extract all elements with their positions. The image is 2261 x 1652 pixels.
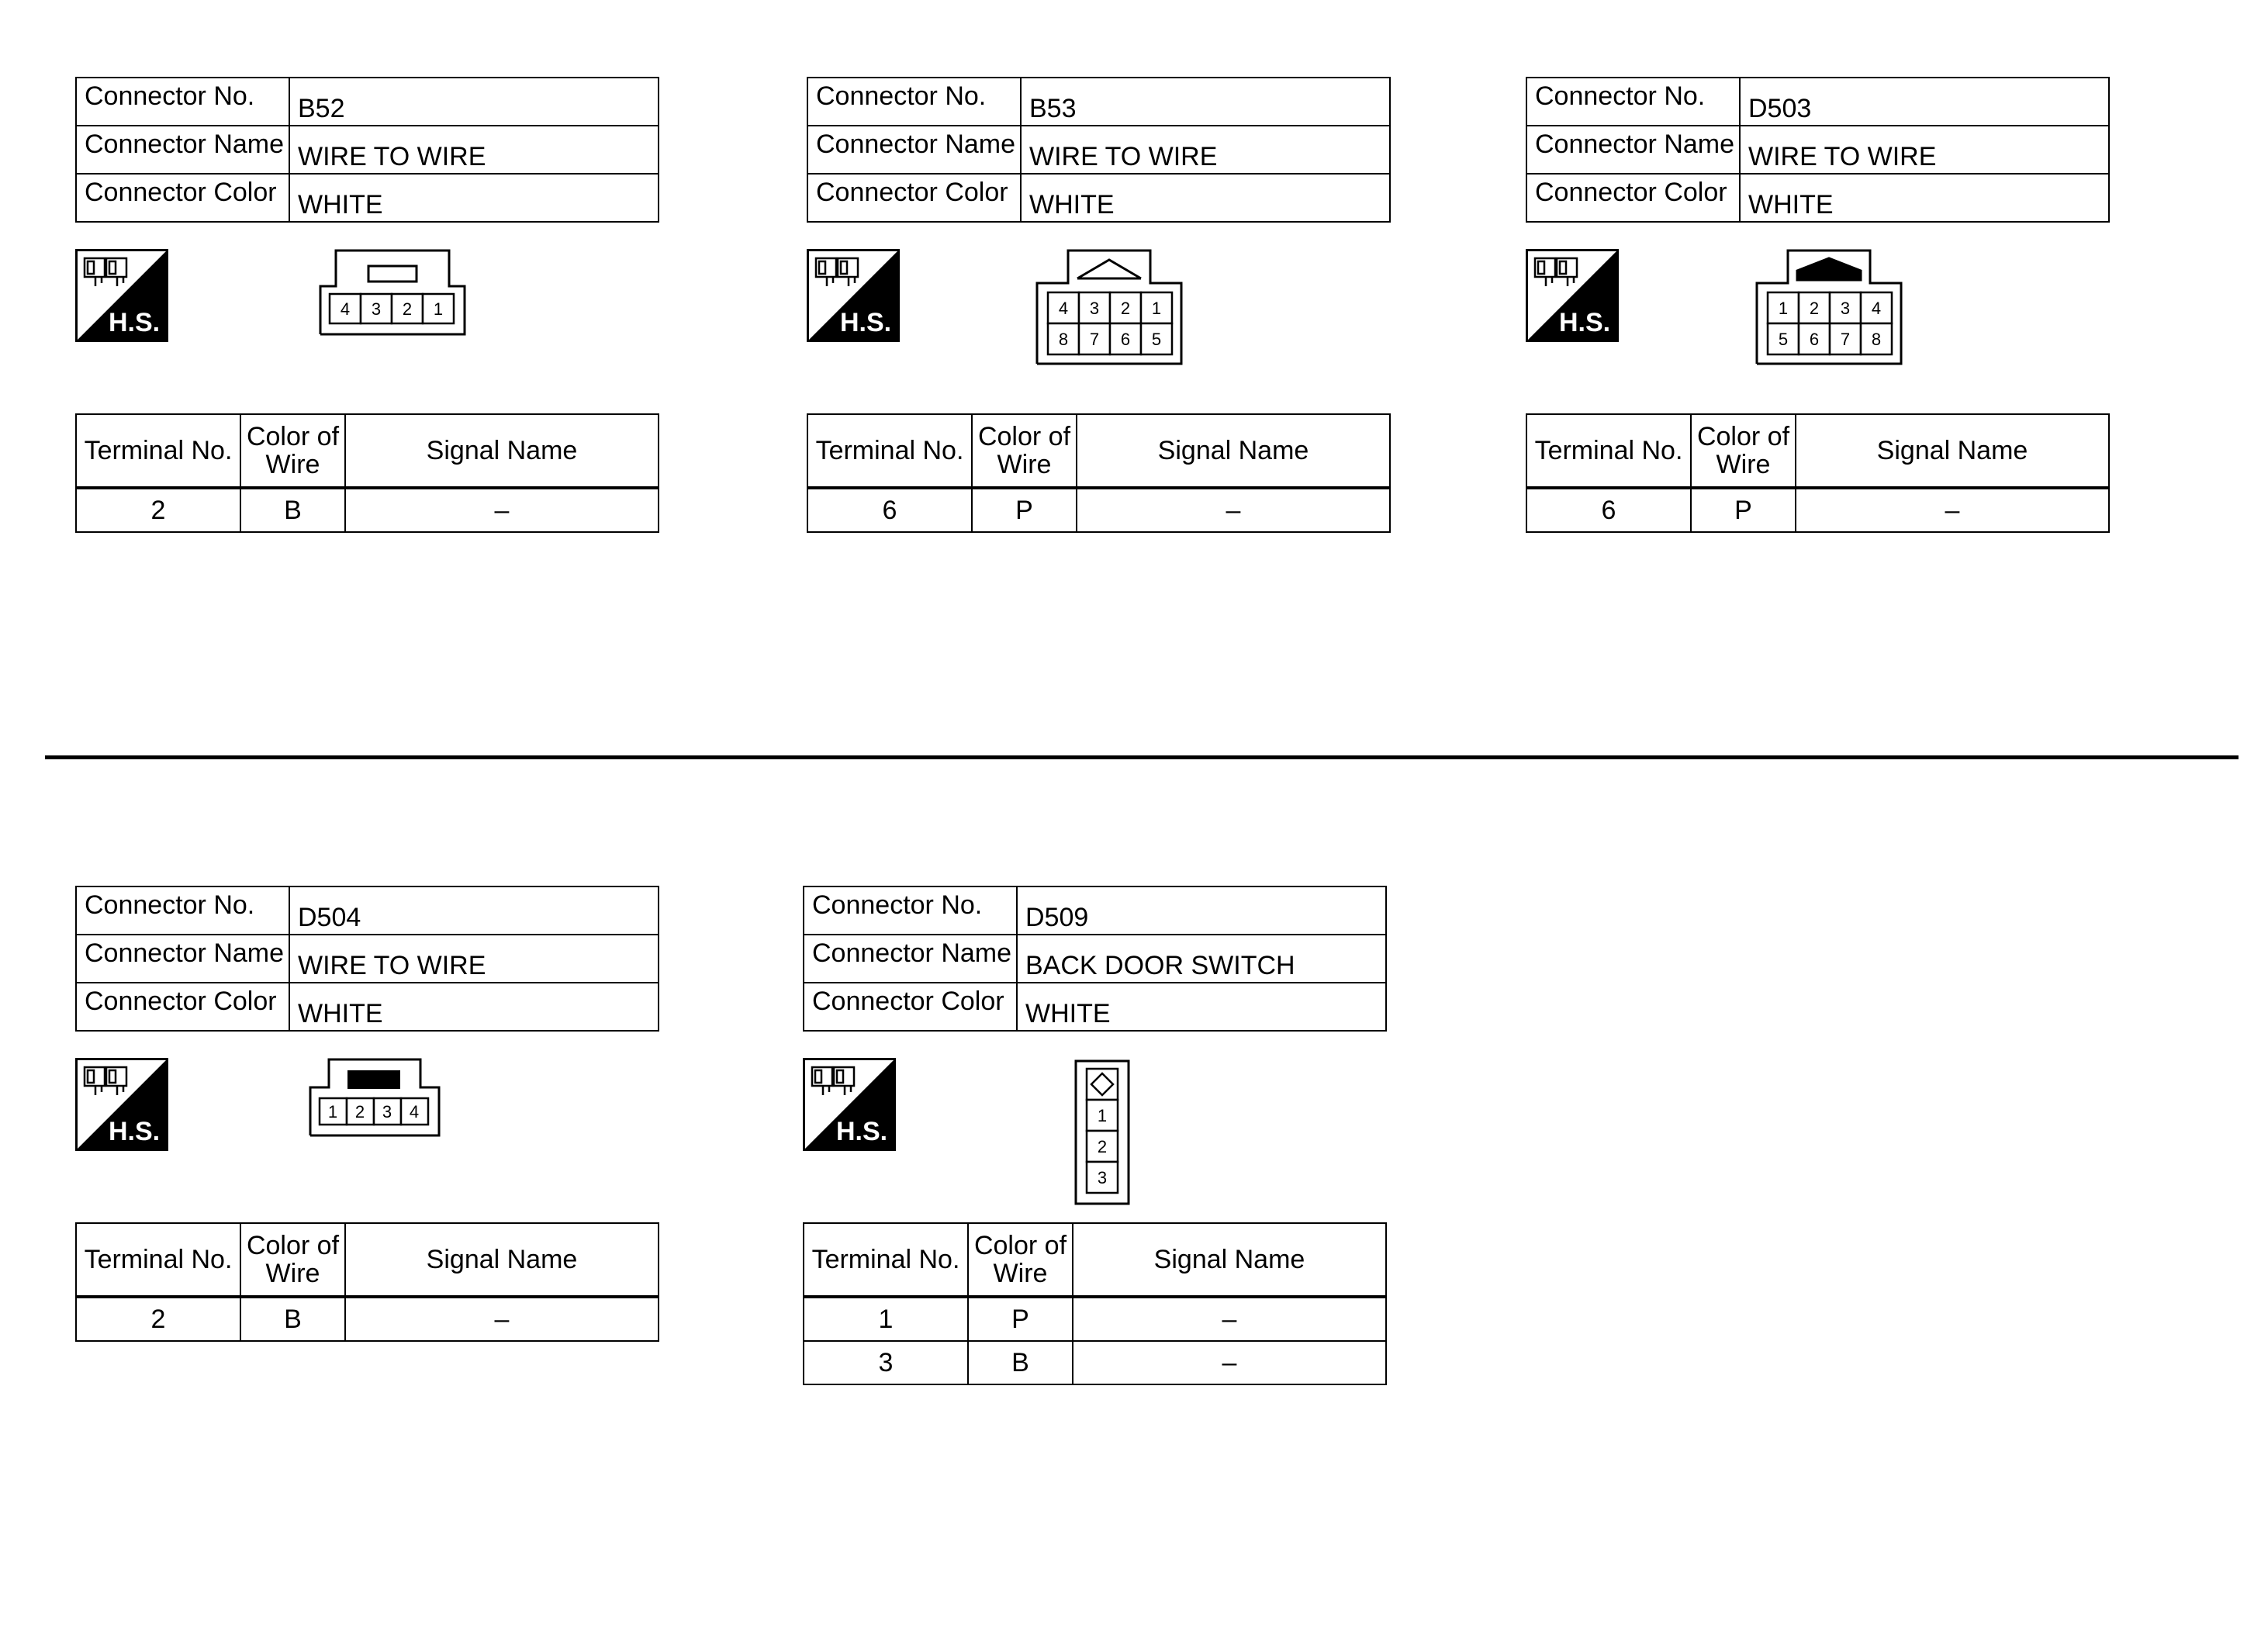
connector-no-value: B53	[1021, 78, 1390, 126]
pin-label: 1	[1151, 299, 1162, 318]
pin-label: 5	[1151, 330, 1162, 349]
connector-key-marker	[347, 1070, 400, 1089]
hs-badge-label: H.S.	[108, 308, 161, 337]
terminal-no-cell: 6	[807, 488, 972, 532]
connector-name-value: WIRE TO WIRE	[1021, 126, 1390, 174]
harness-side-badge	[75, 249, 168, 342]
table-row	[76, 488, 659, 532]
connector-no-value: D503	[1740, 78, 2109, 126]
connector-name-label: Connector Name	[807, 126, 1021, 174]
table-row	[1526, 488, 2109, 532]
hs-badge-label: H.S.	[835, 1117, 888, 1146]
harness-side-badge	[75, 1058, 168, 1151]
signal-name-cell: –	[1073, 1341, 1386, 1384]
connector-face-diagram	[1755, 249, 1903, 365]
color-of-wire-header: Color of Wire	[1691, 414, 1796, 488]
pin-label: 4	[409, 1102, 420, 1121]
connector-name-value: BACK DOOR SWITCH	[1017, 935, 1386, 983]
pin-label: 1	[327, 1102, 338, 1121]
pin-label: 3	[382, 1102, 392, 1121]
pin-label: 4	[340, 299, 351, 319]
terminal-no-cell: 2	[76, 1297, 240, 1341]
connector-info-table	[75, 886, 659, 1032]
color-of-wire-header: Color of Wire	[972, 414, 1077, 488]
signal-name-cell: –	[345, 1297, 659, 1341]
table-row	[76, 1297, 659, 1341]
terminal-no-cell: 6	[1526, 488, 1691, 532]
terminal-no-header: Terminal No.	[76, 1223, 240, 1297]
terminal-no-header: Terminal No.	[804, 1223, 968, 1297]
hs-badge-label: H.S.	[1558, 308, 1611, 337]
terminal-no-header: Terminal No.	[76, 414, 240, 488]
connector-no-value: D504	[289, 886, 659, 935]
harness-side-badge	[807, 249, 900, 342]
table-row	[807, 488, 1390, 532]
connector-info-table	[75, 77, 659, 223]
connector-color-label: Connector Color	[804, 983, 1017, 1031]
pin-label: 2	[1809, 299, 1820, 318]
connector-block-b52	[75, 77, 659, 534]
terminal-no-cell: 3	[804, 1341, 968, 1384]
connector-color-value: WHITE	[1017, 983, 1386, 1031]
harness-side-badge	[803, 1058, 896, 1151]
connector-name-label: Connector Name	[76, 935, 289, 983]
connector-no-label: Connector No.	[1526, 78, 1740, 126]
pin-label: 7	[1089, 330, 1100, 349]
connector-face-diagram	[1074, 1059, 1132, 1207]
connector-color-label: Connector Color	[76, 983, 289, 1031]
hs-badge-label: H.S.	[108, 1117, 161, 1146]
pin-label: 5	[1778, 330, 1789, 349]
signal-name-cell: –	[1796, 488, 2109, 532]
wire-color-cell: B	[968, 1341, 1073, 1384]
signal-name-header: Signal Name	[345, 414, 659, 488]
connector-face-diagram	[309, 1058, 441, 1137]
terminal-table	[75, 413, 659, 533]
wire-color-cell: P	[968, 1297, 1073, 1341]
pin-label: 8	[1058, 330, 1069, 349]
connector-color-value: WHITE	[1740, 174, 2109, 222]
connector-color-value: WHITE	[289, 983, 659, 1031]
connector-info-table	[803, 886, 1387, 1032]
pin-label: 2	[1120, 299, 1131, 318]
terminal-no-cell: 2	[76, 488, 240, 532]
terminal-table	[803, 1222, 1387, 1385]
harness-side-badge	[1526, 249, 1619, 342]
color-of-wire-header: Color of Wire	[968, 1223, 1073, 1297]
pin-label: 4	[1058, 299, 1069, 318]
terminal-table	[75, 1222, 659, 1342]
connector-block-b53	[807, 77, 1391, 534]
wire-color-cell: B	[240, 488, 345, 532]
connector-no-label: Connector No.	[804, 886, 1017, 935]
connector-name-value: WIRE TO WIRE	[289, 126, 659, 174]
terminal-no-header: Terminal No.	[1526, 414, 1691, 488]
pin-label: 3	[1840, 299, 1851, 318]
pin-label: 3	[371, 299, 382, 319]
connector-no-label: Connector No.	[807, 78, 1021, 126]
connector-no-value: D509	[1017, 886, 1386, 935]
connector-name-value: WIRE TO WIRE	[289, 935, 659, 983]
pin-label: 7	[1840, 330, 1851, 349]
terminal-table	[807, 413, 1391, 533]
terminal-no-cell: 1	[804, 1297, 968, 1341]
connector-info-table	[1526, 77, 2110, 223]
connector-name-label: Connector Name	[804, 935, 1017, 983]
signal-name-cell: –	[1077, 488, 1390, 532]
table-row	[804, 1297, 1386, 1341]
terminal-no-header: Terminal No.	[807, 414, 972, 488]
signal-name-header: Signal Name	[1073, 1223, 1386, 1297]
pin-label: 4	[1871, 299, 1882, 318]
pin-label: 6	[1120, 330, 1131, 349]
color-of-wire-header: Color of Wire	[240, 414, 345, 488]
signal-name-cell: –	[345, 488, 659, 532]
connector-no-label: Connector No.	[76, 78, 289, 126]
connector-color-label: Connector Color	[76, 174, 289, 222]
color-of-wire-header: Color of Wire	[240, 1223, 345, 1297]
pin-label: 1	[433, 299, 444, 319]
connector-color-value: WHITE	[289, 174, 659, 222]
hs-badge-label: H.S.	[839, 308, 892, 337]
pin-label: 2	[402, 299, 413, 319]
connector-block-d504	[75, 886, 659, 1343]
connector-name-label: Connector Name	[1526, 126, 1740, 174]
connector-color-label: Connector Color	[807, 174, 1021, 222]
connector-face-diagram	[319, 249, 466, 336]
terminal-table	[1526, 413, 2110, 533]
signal-name-cell: –	[1073, 1297, 1386, 1341]
connector-block-d509	[803, 886, 1387, 1390]
pin-label: 6	[1809, 330, 1820, 349]
connector-no-label: Connector No.	[76, 886, 289, 935]
pin-label: 8	[1871, 330, 1882, 349]
section-divider	[45, 755, 2239, 759]
pin-label: 2	[1097, 1137, 1108, 1156]
connector-name-value: WIRE TO WIRE	[1740, 126, 2109, 174]
connector-face-diagram	[1035, 249, 1183, 365]
pin-label: 1	[1778, 299, 1789, 318]
connector-color-value: WHITE	[1021, 174, 1390, 222]
pin-label: 3	[1097, 1168, 1108, 1187]
signal-name-header: Signal Name	[345, 1223, 659, 1297]
connector-block-d503	[1526, 77, 2110, 534]
wire-color-cell: B	[240, 1297, 345, 1341]
connector-latch	[368, 266, 417, 282]
connector-info-table	[807, 77, 1391, 223]
signal-name-header: Signal Name	[1077, 414, 1390, 488]
wire-color-cell: P	[1691, 488, 1796, 532]
signal-name-header: Signal Name	[1796, 414, 2109, 488]
pin-label: 2	[354, 1102, 365, 1121]
pin-label: 3	[1089, 299, 1100, 318]
pin-label: 1	[1097, 1106, 1108, 1125]
table-row	[804, 1341, 1386, 1384]
wire-color-cell: P	[972, 488, 1077, 532]
connector-no-value: B52	[289, 78, 659, 126]
connector-color-label: Connector Color	[1526, 174, 1740, 222]
connector-name-label: Connector Name	[76, 126, 289, 174]
